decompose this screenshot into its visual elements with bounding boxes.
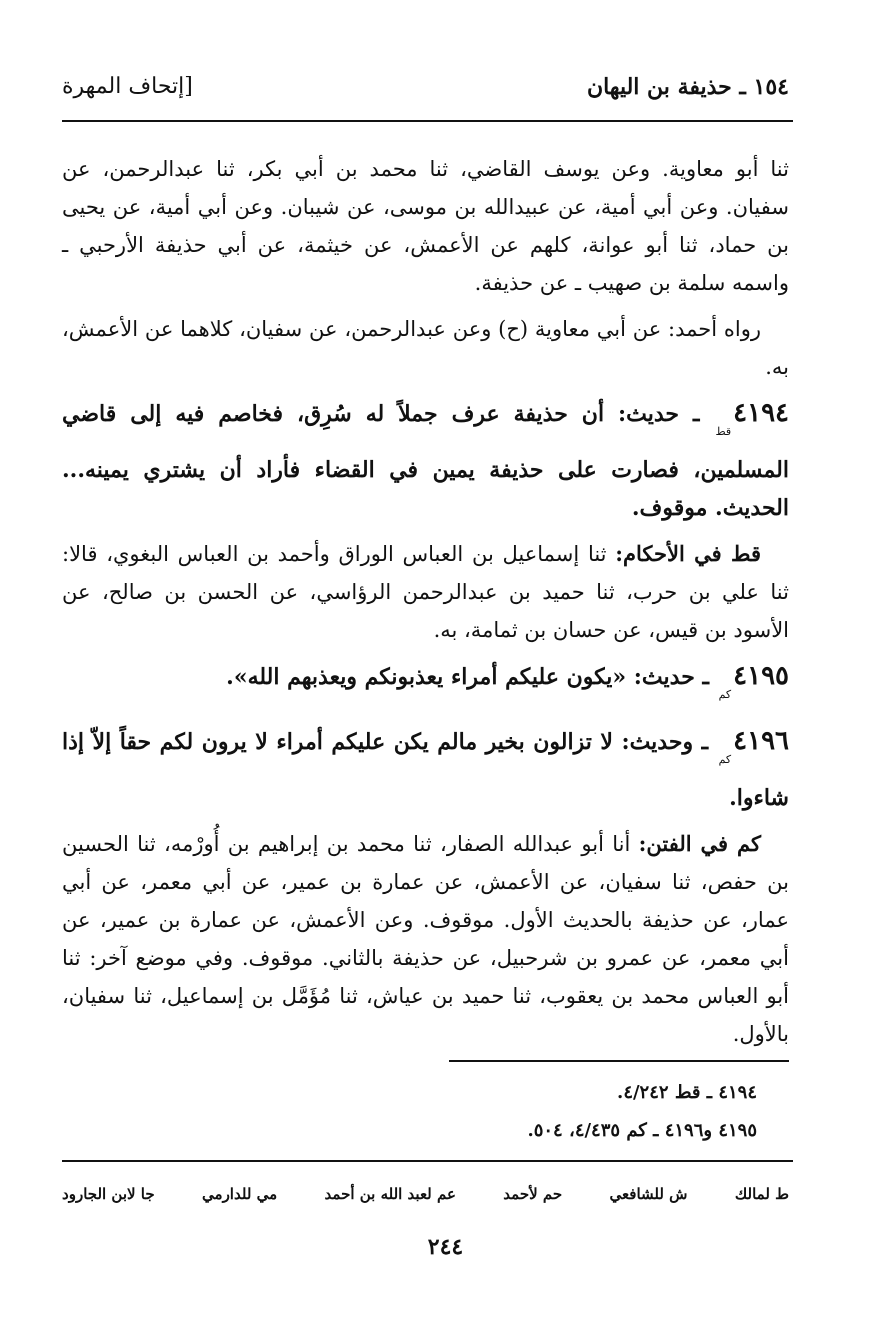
hadith-text: ـ حديث: «يكون عليكم أمراء يعذبونكم ويعذبهم الله». xyxy=(226,664,709,690)
hadith-number: ٤١٩٦ xyxy=(733,726,789,756)
hadith-4194 xyxy=(62,394,789,527)
paragraph-hakim-chain xyxy=(62,825,789,1053)
hadith-text: ـ وحديث: لا تزالون بخير مالم يكن عليكم أمراء لا يرون لكم حقاً إلاّ إذا شاءوا. xyxy=(62,729,789,811)
abbrev-item: جا لابن الجارود xyxy=(62,1185,155,1203)
paragraph-chain-continued: ثنا أبو معاوية. وعن يوسف القاضي، ثنا محمد بن أبي بكر، ثنا عبدالرحمن، عن سفيان. وعن أبي أمية، عن عبيدالله بن موسى، عن شيبان. وعن أبي أمية، عن يحيى بن حماد، ثنا أبو عوانة، كلهم عن الأعمش، عن خيثمة، عن أبي حذيفة الأرحبي ـ واسمه سلمة بن صهيب ـ عن حذيفة. xyxy=(62,157,789,295)
abbrev-item: ش للشافعي xyxy=(609,1185,688,1203)
abbrev-item: مي للدارمي xyxy=(202,1185,278,1203)
chain-text: أنا أبو عبدالله الصفار، ثنا محمد بن إبراهيم بن أُورْمه، ثنا الحسين بن حفص، ثنا سفيان، عن الأعمش، عن عمارة بن عمير، عن أبي معمر، عن أبي عمار، عن حذيفة بالحديث الأول. موقوف. وعن الأعمش، عن عمارة بن عمير، عن أبي معمر، عن عمرو بن شرحبيل، عن حذيفة بالثاني. موقوف. وفي موضع آخر: ثنا أبو العباس محمد بن يعقوب، ثنا حميد بن عياش، ثنا مُؤَمَّل بن إسماعيل، ثنا سفيان، بالأول. xyxy=(62,832,789,1046)
reference-notes xyxy=(237,1074,757,1150)
hadith-text: ـ حديث: أن حذيفة عرف جملاً له سُرِق، فخاصم فيه إلى قاضي المسلمين، فصارت على حذيفة يمين في القضاء فأراد أن يشتري يمينه... الحديث. موقوف. xyxy=(62,401,789,521)
note-line: ٤١٩٤ ـ قط ٤/٢٤٢. xyxy=(617,1082,757,1103)
abbrev-item: عم لعبد الله بن أحمد xyxy=(324,1185,456,1203)
paragraph-ahmad-narration: رواه أحمد: عن أبي معاوية (ح) وعن عبدالرحمن، عن سفيان، كلاهما عن الأعمش، به. xyxy=(62,317,789,379)
hadith-number: ٤١٩٤ xyxy=(733,398,789,428)
source-siglum: قط xyxy=(715,425,732,438)
source-siglum: كم xyxy=(718,753,732,766)
paragraph-daraqutni-chain xyxy=(62,535,789,649)
hadith-number: ٤١٩٥ xyxy=(733,661,789,691)
source-siglum: كم xyxy=(718,688,732,701)
abbrev-item: حم لأحمد xyxy=(503,1185,563,1203)
book-title: [إتحاف المهرة xyxy=(62,74,193,99)
hadith-4195 xyxy=(62,657,789,714)
source-label: قط في الأحكام: xyxy=(615,541,761,566)
main-text xyxy=(62,150,789,1061)
page-number: ٢٤٤ xyxy=(427,1234,464,1260)
footer-rule xyxy=(62,1160,793,1162)
header-rule xyxy=(62,120,793,122)
abbrev-item: ط لمالك xyxy=(734,1185,789,1203)
page-header xyxy=(62,68,789,108)
running-title: ١٥٤ ـ حذيفة بن اليهان xyxy=(586,74,789,100)
note-line: ٤١٩٥ و٤١٩٦ ـ كم ٤/٤٣٥، ٥٠٤. xyxy=(527,1120,757,1141)
abbreviation-key xyxy=(62,1176,789,1212)
hadith-4196 xyxy=(62,722,789,817)
notes-rule xyxy=(449,1060,789,1062)
source-label: كم في الفتن: xyxy=(638,831,761,856)
chain-text: ثنا إسماعيل بن العباس الوراق وأحمد بن العباس البغوي، قالا: ثنا علي بن حرب، ثنا حميد بن عبدالرحمن الرؤاسي، عن الحسن بن صالح، عن الأسود بن قيس، عن حسان بن ثمامة، به. xyxy=(62,542,789,642)
